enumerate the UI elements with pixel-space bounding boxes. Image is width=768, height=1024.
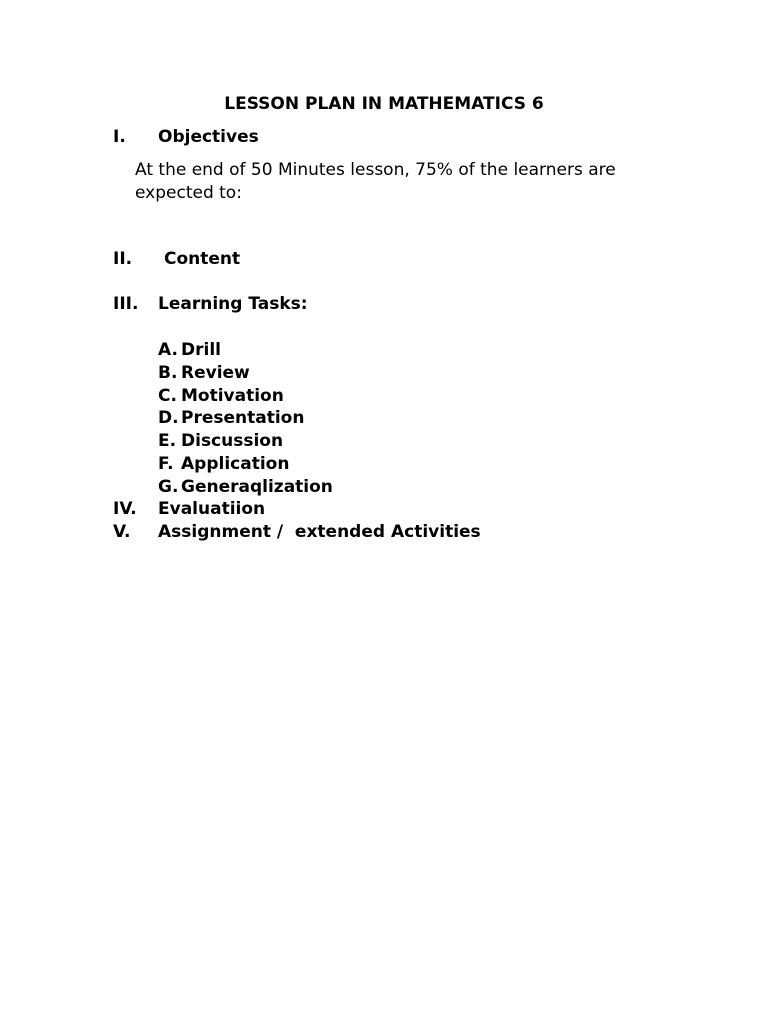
- section-numeral: IV.: [113, 499, 137, 519]
- list-item-letter: G.: [158, 477, 179, 497]
- section-heading-learning-tasks: [0, 293, 768, 315]
- section-label: Content: [164, 249, 241, 269]
- list-item-label: Motivation: [181, 386, 284, 406]
- section-label: Assignment / extended Activities: [158, 522, 481, 542]
- list-item: [0, 407, 768, 429]
- page-title: LESSON PLAN IN MATHEMATICS 6: [224, 94, 544, 114]
- list-item-label: Application: [181, 454, 290, 474]
- section-heading-content: [0, 248, 768, 270]
- section-numeral: V.: [113, 522, 131, 542]
- section-numeral: II.: [113, 249, 133, 269]
- list-item-label: Discussion: [181, 431, 284, 451]
- section-label: Objectives: [158, 127, 259, 147]
- section-label: Learning Tasks:: [158, 294, 308, 314]
- list-item: [0, 385, 768, 407]
- section-numeral: I.: [113, 127, 126, 147]
- list-item: [0, 362, 768, 384]
- paragraph-line: At the end of 50 Minutes lesson, 75% of the learners are: [135, 160, 616, 180]
- list-item: [0, 430, 768, 452]
- section-heading-objectives: [0, 126, 768, 148]
- list-item-label: Generaqlization: [181, 477, 333, 497]
- list-item: [0, 476, 768, 498]
- section-heading-evaluation: [0, 498, 768, 520]
- objectives-paragraph: [135, 159, 675, 205]
- list-item: [0, 453, 768, 475]
- list-item-label: Presentation: [181, 408, 305, 428]
- section-heading-assignment: [0, 521, 768, 543]
- list-item-label: Drill: [181, 340, 221, 360]
- list-item-letter: B.: [158, 363, 178, 383]
- list-item-letter: E.: [158, 431, 177, 451]
- list-item-letter: F.: [158, 454, 174, 474]
- list-item: [0, 339, 768, 361]
- list-item-letter: A.: [158, 340, 178, 360]
- paragraph-line: expected to:: [135, 183, 242, 203]
- list-item-letter: C.: [158, 386, 177, 406]
- section-numeral: III.: [113, 294, 139, 314]
- list-item-label: Review: [181, 363, 250, 383]
- section-label: Evaluatiion: [158, 499, 266, 519]
- list-item-letter: D.: [158, 408, 179, 428]
